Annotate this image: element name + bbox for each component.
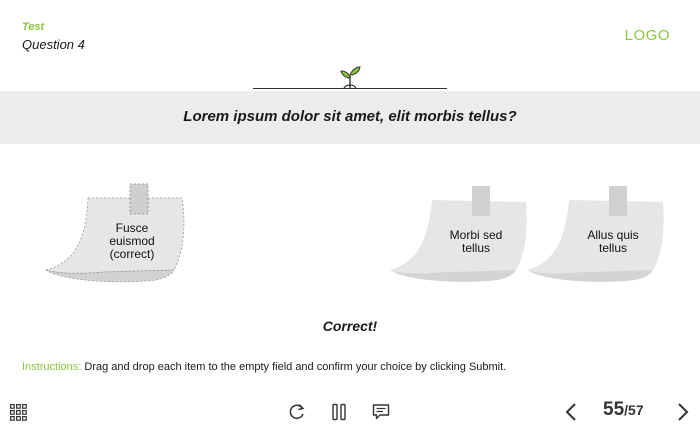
page-total: /57 xyxy=(624,402,644,418)
logo: LOGO xyxy=(624,27,670,44)
comment-icon[interactable] xyxy=(372,403,390,421)
card-label: Fusce euismod (correct) xyxy=(109,221,155,261)
grid-menu-icon[interactable] xyxy=(10,404,27,421)
feedback-message: Correct! xyxy=(322,318,378,334)
instructions xyxy=(22,361,506,373)
question-number: Question 4 xyxy=(22,37,85,52)
sprout-icon xyxy=(336,62,364,90)
pause-icon[interactable] xyxy=(332,403,346,421)
instructions-label: Instructions: xyxy=(22,361,82,373)
card-label: Morbi sed tellus xyxy=(449,228,503,255)
page-counter xyxy=(603,399,644,421)
question-text: Lorem ipsum dolor sit amet, elit morbis tellus? xyxy=(183,108,517,125)
card-label: Allus quis tellus xyxy=(587,228,639,255)
reload-icon[interactable] xyxy=(288,403,306,421)
section-label: Test xyxy=(22,21,45,33)
page-current: 55 xyxy=(603,399,625,420)
drag-card-morbi[interactable] xyxy=(388,184,530,288)
drag-card-fusce[interactable] xyxy=(44,182,189,290)
chevron-left-icon[interactable] xyxy=(564,402,578,422)
drag-card-allus[interactable] xyxy=(525,184,667,288)
chevron-right-icon[interactable] xyxy=(676,402,690,422)
instructions-text: Drag and drop each item to the empty field and confirm your choice by clicking Submit. xyxy=(81,361,507,373)
